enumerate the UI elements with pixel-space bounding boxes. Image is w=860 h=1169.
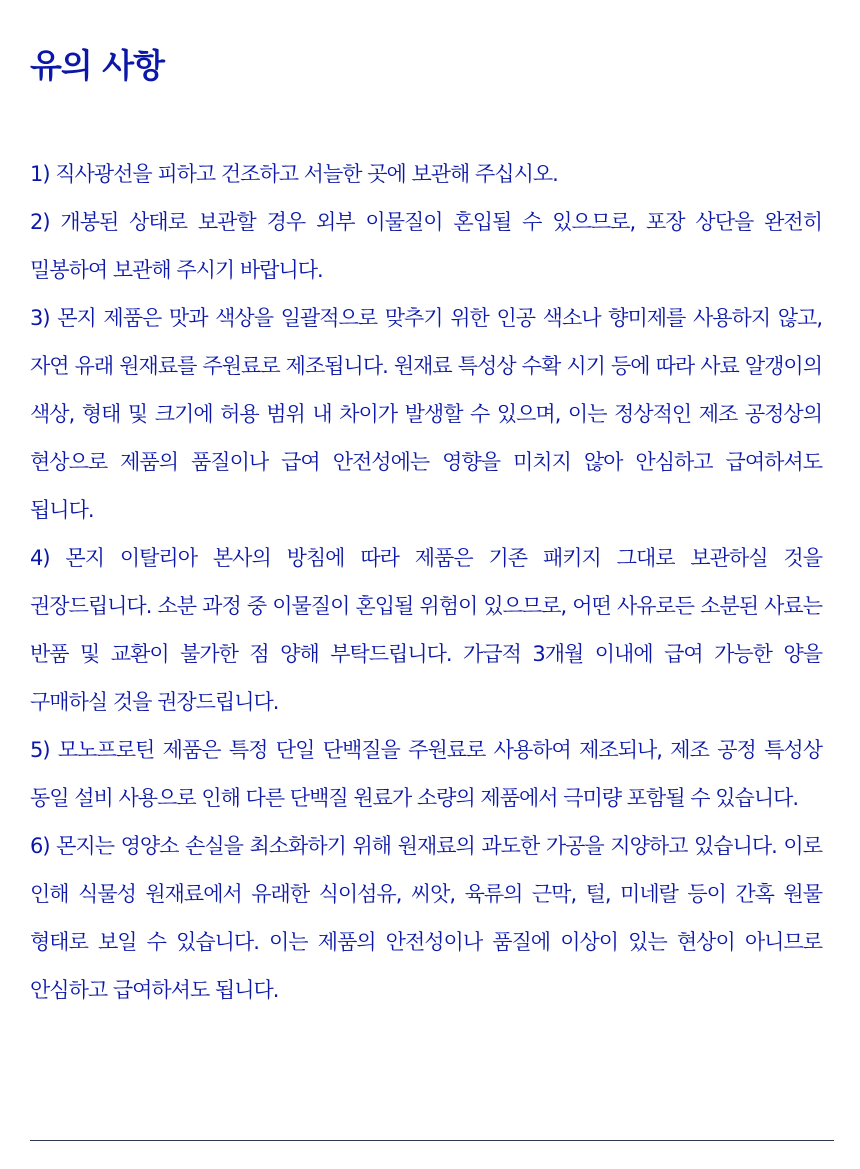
precaution-item-3: 3) 몬지 제품은 맛과 색상을 일괄적으로 맞추기 위한 인공 색소나 향미제를 사용하지 않고, 자연 유래 원재료를 주원료로 제조됩니다. 원재료 특성상 수확 시기 등에 따라 사료 알갱이의 색상, 형태 및 크기에 허용 범위 내 차이가 발생할 수 있으며, 이는 정상적인 제조 공정상의 현상으로 제품의 품질이나 급여 안전성에는 영향을 미치지 않아 안심하고 급여하셔도 됩니다. [30, 306, 822, 522]
precaution-item-2: 2) 개봉된 상태로 보관할 경우 외부 이물질이 혼입될 수 있으므로, 포장 상단을 완전히 밀봉하여 보관해 주시기 바랍니다. [30, 210, 822, 282]
precautions-list [30, 150, 822, 1014]
precaution-item-6: 6) 몬지는 영양소 손실을 최소화하기 위해 원재료의 과도한 가공을 지양하고 있습니다. 이로 인해 식물성 원재료에서 유래한 식이섬유, 씨앗, 육류의 근막, 털, 미네랄 등이 간혹 원물 형태로 보일 수 있습니다. 이는 제품의 안전성이나 품질에 이상이 있는 현상이 아니므로 안심하고 급여하셔도 됩니다. [30, 834, 822, 1002]
page-title: 유의 사항 [30, 46, 165, 85]
precaution-item-4: 4) 몬지 이탈리아 본사의 방침에 따라 제품은 기존 패키지 그대로 보관하실 것을 권장드립니다. 소분 과정 중 이물질이 혼입될 위험이 있으므로, 어떤 사유로든 소분된 사료는 반품 및 교환이 불가한 점 양해 부탁드립니다. 가급적 3개월 이내에 급여 가능한 양을 구매하실 것을 권장드립니다. [30, 546, 822, 714]
precaution-item-1: 1) 직사광선을 피하고 건조하고 서늘한 곳에 보관해 주십시오. [30, 162, 558, 186]
bottom-divider [30, 1140, 834, 1141]
precaution-item-5: 5) 모노프로틴 제품은 특정 단일 단백질을 주원료로 사용하여 제조되나, 제조 공정 특성상 동일 설비 사용으로 인해 다른 단백질 원료가 소량의 제품에서 극미량 포함될 수 있습니다. [30, 738, 822, 810]
